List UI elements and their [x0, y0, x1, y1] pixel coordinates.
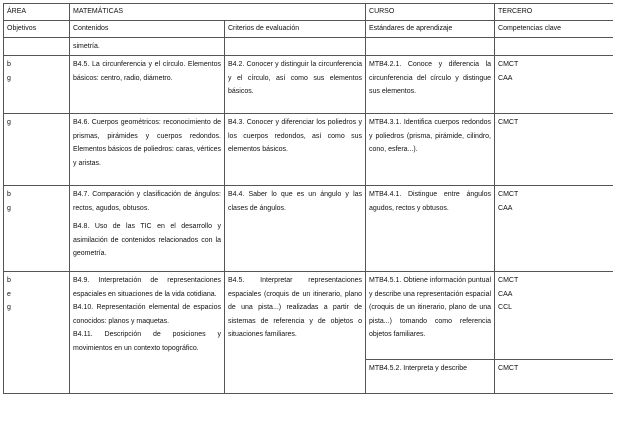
- contenidos-cell: [70, 56, 225, 114]
- table-row: [4, 186, 614, 272]
- course-label: CURSO: [366, 4, 495, 21]
- competencia-code: CMCT: [498, 365, 519, 372]
- contenido-text: simetría.: [73, 43, 100, 50]
- objetivos-cell: [4, 38, 70, 56]
- competencias-cell: [495, 272, 613, 360]
- table-row: [4, 114, 614, 186]
- contenido-text: B4.7. Comparación y clasificación de ángulos: rectos, agudos, obtusos.: [73, 191, 221, 212]
- subject-name: MATEMÁTICAS: [70, 4, 366, 21]
- contenido-text: B4.6. Cuerpos geométricos: reconocimiento de prismas, pirámides y cuerpos redondos. Elementos básicos de poliedros: caras, vértices y aristas.: [73, 119, 221, 167]
- objetivo-letter: b: [7, 61, 11, 68]
- competencias-cell: [495, 360, 613, 394]
- estandares-cell: MTB4.5.1. Obtiene información puntual y describe una representación espacial (croquis de un itinerario, plano de una pista...) tomando como referencia objetos familiares.: [366, 272, 495, 360]
- competencia-code: CMCT: [498, 119, 519, 126]
- competencia-code: CAA: [498, 74, 513, 82]
- objetivo-letter: g: [7, 74, 11, 82]
- contenido-text: B4.8. Uso de las TIC en el desarrollo y asimilación de contenidos relacionados con la geometría.: [73, 223, 221, 257]
- curriculum-table: [3, 3, 613, 394]
- competencia-code: CMCT: [498, 191, 519, 198]
- contenidos-cell: [70, 38, 225, 56]
- table-row: [4, 56, 614, 114]
- contenidos-cell: [70, 186, 225, 272]
- competencias-cell: [495, 38, 613, 56]
- header-row: [4, 4, 614, 21]
- column-header-criterios: Criterios de evaluación: [225, 21, 366, 38]
- competencia-code: CMCT: [498, 277, 519, 284]
- column-header-competencias: Competencias clave: [495, 21, 613, 38]
- objetivos-cell: [4, 114, 70, 186]
- column-header-row: [4, 21, 614, 38]
- criterios-cell: B4.5. Interpretar representaciones espaciales (croquis de un itinerario, plano de una pista...) realizadas a partir de sistemas de referencia y de objetos o situaciones familiares.: [225, 272, 366, 394]
- objetivo-letter: e: [7, 290, 11, 298]
- estandares-cell: MTB4.3.1. Identifica cuerpos redondos y poliedros (prisma, pirámide, cilindro, cono, esfera...).: [366, 114, 495, 186]
- criterios-cell: B4.4. Saber lo que es un ángulo y las clases de ángulos.: [225, 186, 366, 272]
- column-header-objetivos: Objetivos: [4, 21, 70, 38]
- competencia-code: CMCT: [498, 61, 519, 68]
- area-label: ÁREA: [4, 4, 70, 21]
- objetivos-cell: [4, 272, 70, 394]
- competencias-cell: [495, 114, 613, 186]
- criterios-cell: [225, 38, 366, 56]
- estandares-cell: MTB4.2.1. Conoce y diferencia la circunferencia del círculo y distingue sus elementos.: [366, 56, 495, 114]
- table-row: [4, 272, 614, 360]
- objetivos-cell: [4, 186, 70, 272]
- criterios-cell: B4.3. Conocer y diferenciar los poliedros y los cuerpos redondos, así como sus elementos básicos.: [225, 114, 366, 186]
- contenidos-cell: [70, 272, 225, 394]
- table-row: [4, 38, 614, 56]
- contenido-text: B4.9. Interpretación de representaciones espaciales en situaciones de la vida cotidiana.: [73, 277, 221, 298]
- estandares-cell: MTB4.5.2. Interpreta y describe: [366, 360, 495, 394]
- criterios-cell: B4.2. Conocer y distinguir la circunferencia y el círculo, así como sus elementos básicos.: [225, 56, 366, 114]
- contenidos-cell: [70, 114, 225, 186]
- contenido-text: B4.5. La circunferencia y el círculo. Elementos básicos: centro, radio, diámetro.: [73, 61, 221, 82]
- objetivo-letter: b: [7, 191, 11, 198]
- competencias-cell: [495, 186, 613, 272]
- column-header-estandares: Estándares de aprendizaje: [366, 21, 495, 38]
- objetivos-cell: [4, 56, 70, 114]
- curriculum-page: [3, 3, 613, 434]
- objetivo-letter: b: [7, 277, 11, 284]
- estandares-cell: MTB4.4.1. Distingue entre ángulos agudos, rectos y obtusos.: [366, 186, 495, 272]
- course-value: TERCERO: [495, 4, 613, 21]
- contenido-text: B4.11. Descripción de posiciones y movimientos en un contexto topográfico.: [73, 331, 221, 352]
- objetivo-letter: g: [7, 119, 11, 126]
- competencia-code: CAA: [498, 204, 513, 212]
- competencias-cell: [495, 56, 613, 114]
- competencia-code: CCL: [498, 304, 513, 311]
- estandares-cell: [366, 38, 495, 56]
- objetivo-letter: g: [7, 204, 11, 212]
- contenido-text: B4.10. Representación elemental de espacios conocidos: planos y maquetas.: [73, 304, 221, 325]
- column-header-contenidos: Contenidos: [70, 21, 225, 38]
- objetivo-letter: g: [7, 304, 11, 311]
- competencia-code: CAA: [498, 290, 513, 298]
